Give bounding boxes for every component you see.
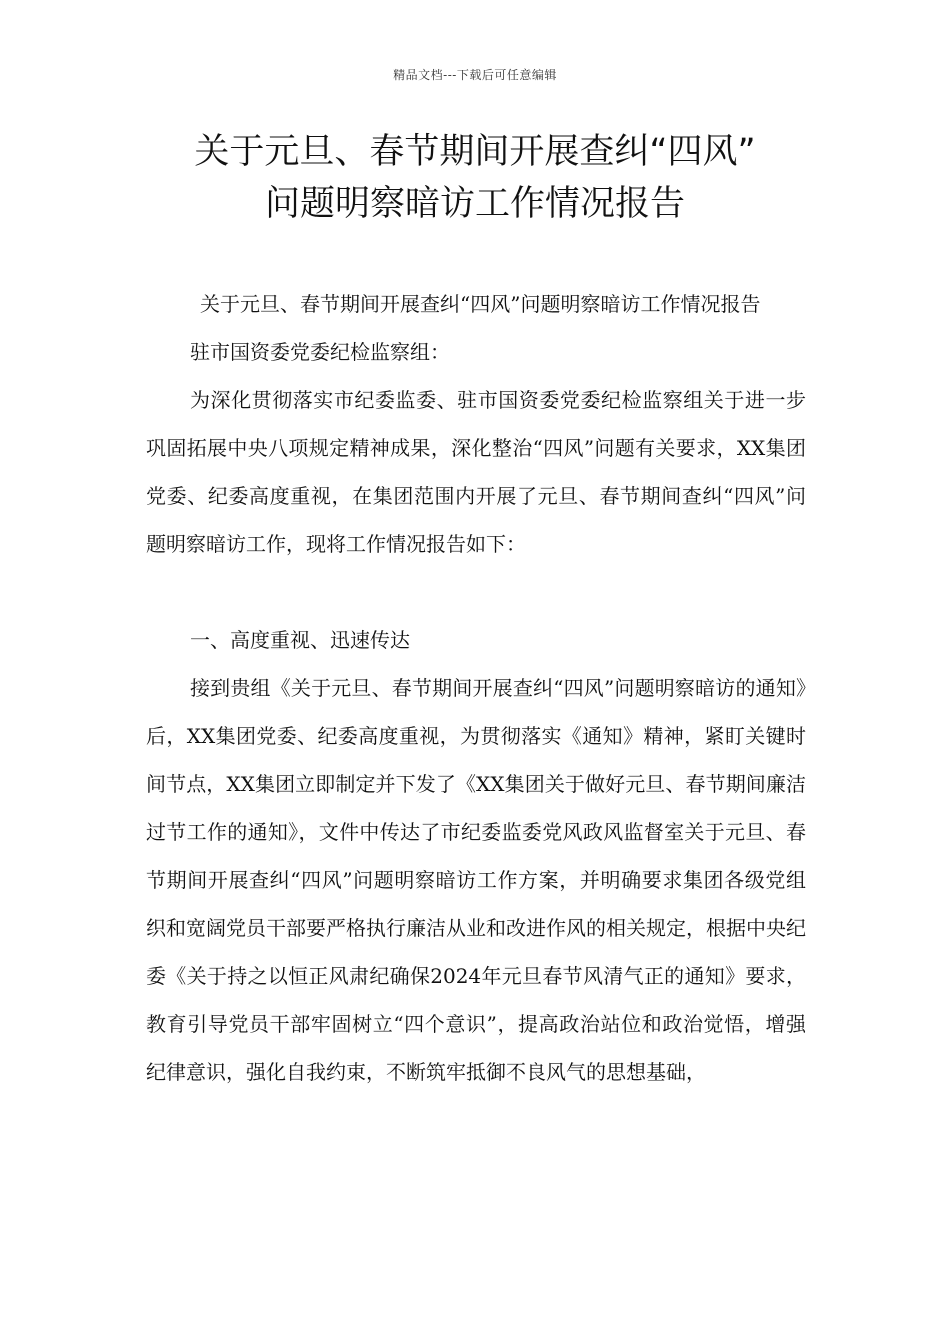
header-note: 精品文档---下载后可任意编辑 xyxy=(393,68,557,82)
paragraph-gap xyxy=(146,568,806,616)
intro-paragraph: 为深化贯彻落实市纪委监委、驻市国资委党委纪检监察组关于进一步巩固拓展中央八项规定精神成果，深化整治“四风”问题有关要求，XX集团党委、纪委高度重视，在集团范围内开展了元旦、春节期间查纠“四风”问题明察暗访工作，现将工作情况报告如下： xyxy=(146,388,806,556)
subtitle-paragraph: 关于元旦、春节期间开展查纠“四风”问题明察暗访工作情况报告 xyxy=(200,292,761,316)
salutation: 驻市国资委党委纪检监察组： xyxy=(190,340,450,364)
title-line-1: 关于元旦、春节期间开展查纠“四风” xyxy=(194,132,756,172)
section-1-heading: 一、高度重视、迅速传达 xyxy=(190,628,410,652)
document-title xyxy=(60,126,890,230)
title-line-2: 问题明察暗访工作情况报告 xyxy=(264,184,685,224)
section-1-paragraph: 接到贵组《关于元旦、春节期间开展查纠“四风”问题明察暗访的通知》后，XX集团党委、纪委高度重视，为贯彻落实《通知》精神，紧盯关键时间节点，XX集团立即制定并下发了《XX集团关于做好元旦、春节期间廉洁过节工作的通知》，文件中传达了市纪委监委党风政风监督室关于元旦、春节期间开展查纠“四风”问题明察暗访工作方案，并明确要求集团各级党组织和宽阔党员干部要严格执行廉洁从业和改进作风的相关规定，根据中央纪委《关于持之以恒正风肃纪确保2024年元旦春节风清气正的通知》要求，教育引导党员干部牢固树立“四个意识”，提高政治站位和政治觉悟，增强纪律意识，强化自我约束，不断筑牢抵御不良风气的思想基础， xyxy=(146,676,806,1084)
document-body xyxy=(146,280,806,1096)
